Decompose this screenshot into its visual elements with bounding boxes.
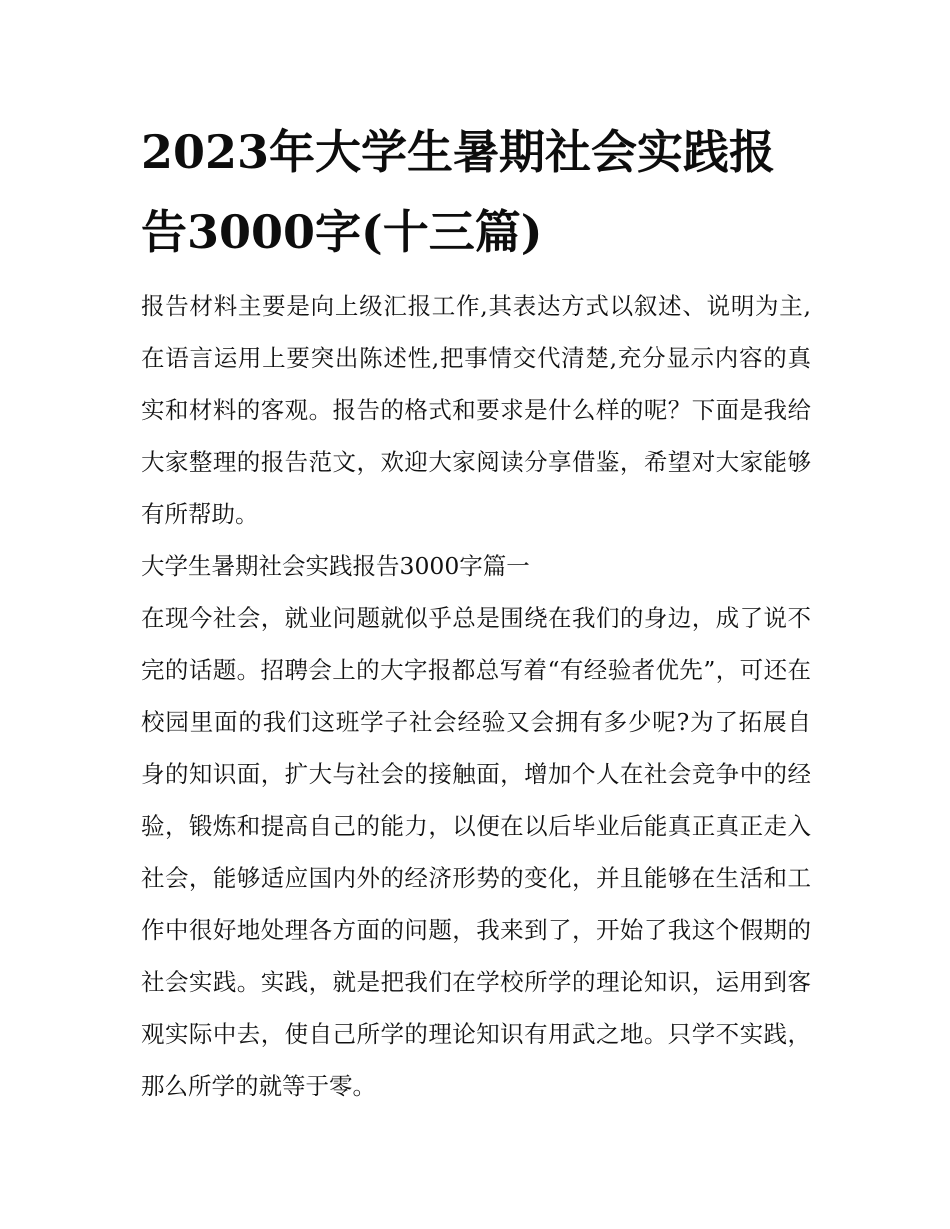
document-title: 2023年大学生暑期社会实践报告3000字(十三篇): [141, 125, 776, 259]
body-paragraph: 在现今社会，就业问题就似乎总是围绕在我们的身边，成了说不完的话题。招聘会上的大字报都总写着“有经验者优先”，可还在校园里面的我们这班学子社会经验又会拥有多少呢?为了拓展自身的知识面，扩大与社会的接触面，增加个人在社会竞争中的经验，锻炼和提高自己的能力，以便在以后毕业后能真正真正走入社会，能够适应国内外的经济形势的变化，并且能够在生活和工作中很好地处理各方面的问题，我来到了，开始了我这个假期的社会实践。实践，就是把我们在学校所学的理论知识，运用到客观实际中去，使自己所学的理论知识有用武之地。只学不实践，那么所学的就等于零。: [141, 604, 811, 1100]
intro-paragraph: 报告材料主要是向上级汇报工作,其表达方式以叙述、说明为主,在语言运用上要突出陈述性,把事情交代清楚,充分显示内容的真实和材料的客观。报告的格式和要求是什么样的呢？下面是我给大家整理的报告范文，欢迎大家阅读分享借鉴，希望对大家能够有所帮助。: [141, 292, 811, 528]
section-heading: 大学生暑期社会实践报告3000字篇一: [141, 552, 530, 580]
title-block: [141, 112, 811, 272]
document-content: [141, 112, 811, 1112]
